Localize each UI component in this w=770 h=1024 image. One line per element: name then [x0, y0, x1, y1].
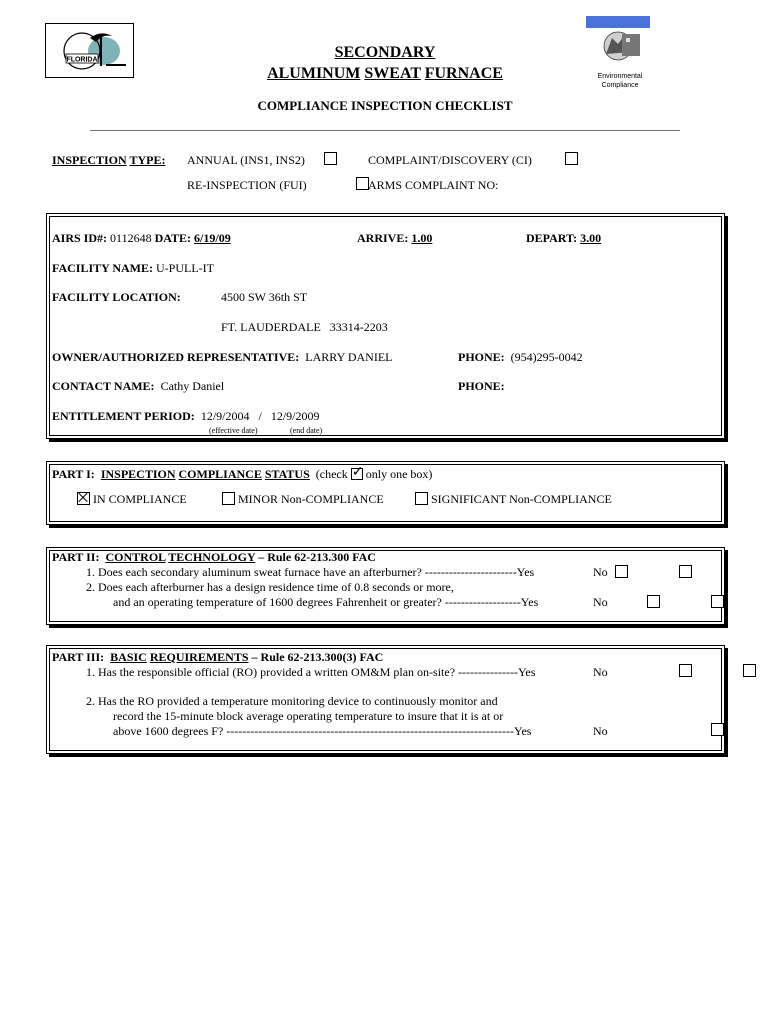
environmental-logo-text: Environmental Compliance [597, 73, 643, 89]
part3-q2a: 2. Has the RO provided a temperature monitoring device to continuously monitor and [86, 694, 498, 708]
option-in-compliance[interactable]: IN COMPLIANCE [77, 492, 187, 507]
facility-location-label: FACILITY LOCATION: [52, 290, 181, 304]
check-sample-icon [351, 468, 363, 480]
part3-q1-no-checkbox[interactable] [743, 664, 756, 677]
part2-q2b: and an operating temperature of 1600 degrees Fahrenheit or greater? -------------------Yes [113, 595, 539, 609]
address-line2: FT. LAUDERDALE 33314-2203 [221, 320, 388, 334]
part2-q2-no: No [593, 595, 608, 609]
facility-name: FACILITY NAME: U-PULL-IT [52, 261, 214, 275]
owner-phone: PHONE: (954)295-0042 [458, 350, 583, 364]
arms-complaint-label: ARMS COMPLAINT NO: [368, 178, 499, 192]
part3-q2c: above 1600 degrees F? ------------------------------------------------------------------------Yes [113, 724, 532, 738]
annual-checkbox[interactable] [324, 152, 337, 165]
part3-q2-no: No [593, 724, 608, 738]
option-reinspection[interactable]: RE-INSPECTION (FUI) [187, 178, 307, 192]
part3-q1: 1. Has the responsible official (RO) provided a written OM&M plan on-site? ---------------Yes [86, 665, 536, 679]
logo-text: FLORIDA [66, 56, 98, 64]
part1-title: PART I: INSPECTION COMPLIANCE STATUS (check ✓ only one box) [52, 467, 432, 482]
option-annual[interactable]: ANNUAL (INS1, INS2) [187, 153, 305, 167]
part2-q1-yes-checkbox[interactable] [615, 565, 628, 578]
environmental-logo [596, 30, 646, 62]
contact-name: CONTACT NAME: Cathy Daniel [52, 379, 225, 393]
part3-title: PART III: BASIC REQUIREMENTS – Rule 62-213.300(3) FAC [52, 650, 384, 664]
address-line1: 4500 SW 36th ST [221, 290, 308, 304]
arrive-time: ARRIVE: 1.00 [357, 231, 433, 245]
florida-logo [45, 23, 134, 78]
part3-q2-yes-checkbox[interactable] [711, 723, 724, 736]
significant-checkbox[interactable] [415, 492, 428, 505]
option-significant-noncompliance[interactable]: SIGNIFICANT Non-COMPLIANCE [415, 492, 612, 507]
option-minor-noncompliance[interactable]: MINOR Non-COMPLIANCE [222, 492, 384, 507]
depart-time: DEPART: 3.00 [526, 231, 602, 245]
end-date-note: (end date) [290, 426, 323, 435]
part3-q1-no: No [593, 665, 608, 679]
part3-q2b: record the 15-minute block average operating temperature to insure that it is at or [113, 709, 504, 723]
in-compliance-checkbox[interactable] [77, 492, 90, 505]
effective-date-note: (effective date) [209, 426, 258, 435]
part2-q2a: 2. Does each afterburner has a design residence time of 0.8 seconds or more, [86, 580, 454, 594]
accent-bar [586, 16, 650, 28]
option-complaint[interactable]: COMPLAINT/DISCOVERY (CI) [368, 153, 532, 167]
minor-checkbox[interactable] [222, 492, 235, 505]
part2-title: PART II: CONTROL TECHNOLOGY – Rule 62-213.300 FAC [52, 550, 376, 564]
part2-q2-yes-checkbox[interactable] [647, 595, 660, 608]
part2-q1: 1. Does each secondary aluminum sweat furnace have an afterburner? -----------------------Yes [86, 565, 535, 579]
contact-phone: PHONE: [458, 379, 505, 393]
title-line2: ALUMINUM SWEAT FURNACE [267, 65, 503, 82]
entitlement-period: ENTITLEMENT PERIOD: 12/9/2004 / 12/9/2009 [52, 409, 320, 423]
header-divider [90, 130, 680, 131]
part2-q1-no-checkbox[interactable] [679, 565, 692, 578]
page-title [230, 42, 540, 84]
part3-q1-yes-checkbox[interactable] [679, 664, 692, 677]
inspection-type-label: INSPECTION TYPE: [52, 153, 166, 167]
title-line1: SECONDARY [334, 44, 436, 61]
complaint-checkbox[interactable] [565, 152, 578, 165]
airs-id: AIRS ID#: 0112648 DATE: 6/19/09 [52, 231, 231, 245]
part2-q2-no-checkbox[interactable] [711, 595, 724, 608]
part2-q1-no: No [593, 565, 608, 579]
page-subtitle: COMPLIANCE INSPECTION CHECKLIST [257, 98, 513, 113]
owner-rep: OWNER/AUTHORIZED REPRESENTATIVE: LARRY DANIEL [52, 350, 393, 364]
